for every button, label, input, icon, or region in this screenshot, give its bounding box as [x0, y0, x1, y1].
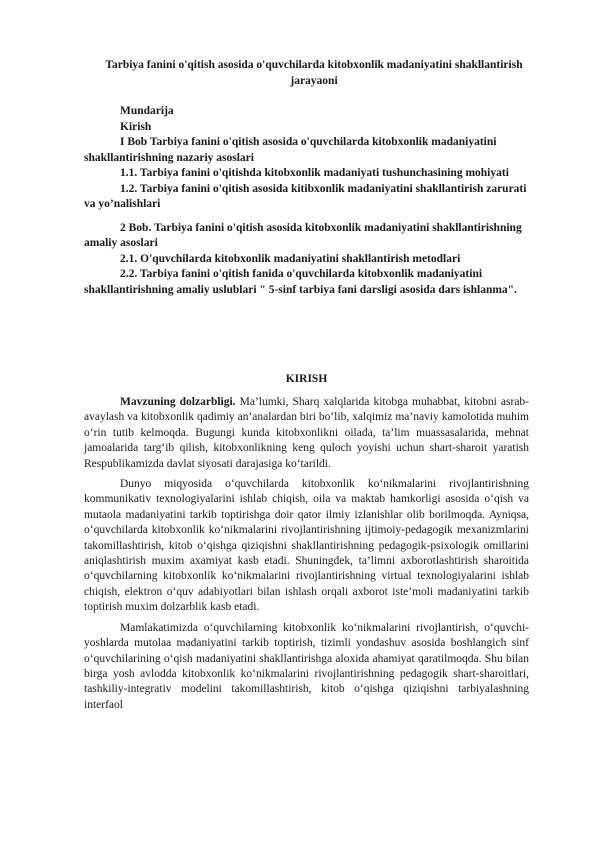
body-text [84, 395, 529, 713]
paragraph: Dunyo miqyosida o‘quvchilarda kitobxonlik ko‘nikmalarini rivojlantirishning kommunikativ texnologiyalarini ishlab chiqish, oila va maktab hamkorligi asosida o‘qish va mutaola madaniyatini tarkib toptirishga doir qator ilmiy izlanishlar olib borilmoqda. Ayniqsa, o‘quvchilarda kitobxonlik ko‘nikmalarini rivojlantirishning ijtimoiy-pedagogik mexanizmlarini takomillashtirish, kitob o‘qishga qiziqishni shakllantirishning pedagogik-psixologik omillarini aniqlashtirish muxim axamiyat kasb etadi. Shuningdek, ta’limni axborotlashtirish sharoitida o‘quvchilarning kitobxonlik ko‘nikmalarini rivojlantirishning virtual texnologiyalarini ishlab chiqish, elektron o‘quv adabiyotlari bilan ishlash orqali axborot iste’moli madaniyatini tarkib toptirish muxim dolzarblik kasb etadi. [84, 478, 529, 614]
document-title: Tarbiya fanini o'qitish asosida o'quvchilarda kitobxonlik madaniyatini shakllantirish jarayaoni [105, 59, 523, 87]
toc-item: 2.1. O'quvchilarda kitobxonlik madaniyatini shakllantirish metodlari [120, 252, 461, 265]
paragraph: Mamlakatimizda o‘quvchilarning kitobxonlik ko‘nikmalarini rivojlantirish, o‘quvchi-yoshlarda mutolaa madaniyatini tarkib toptirish, tizimli yondashuv asosida boshlangich sinf o‘quvchilarining o‘qish madaniyatini shakllantirishga aloxida ahamiyat qaratilmoqda. Shu bilan birga yosh avlodda kitobxonlik ko‘nikmalarini rivojlantirishning pedagogik shart-sharoitlari, tashkiliy-integrativ modelini takomillashtirish, kitob o‘qishga qiziqishni tarbiyalashning interfaol [84, 621, 529, 711]
paragraph-text: Ma’lumki, Sharq xalqlarida kitobga muhabbat, kitobni asrab-avaylash va kitobxonlik qadimiy an’analardan biri bo‘lib, xalqimiz ma’naviy kamolotida muhim o‘rin tutib kelmoqda. Bugungi kunda kitobxonlikni oilada, ta’lim muassasalarida, mehnat jamoalarida targ‘ib qilish, kitobxonlikning keng quloch yoyishi uchun shart-sharoit yaratish Respublikamizda davlat siyosati darajasiga ko‘tarildi. [84, 396, 530, 470]
toc-item: 2.2. Tarbiya fanini o'qitish fanida o'quvchilarda kitobxonlik madaniyatini shakllantirishning amaliy uslublari " 5-sinf tarbiya fani darsligi asosida dars ishlanma". [84, 268, 517, 296]
toc-item: I Bob Tarbiya fanini o'qitish asosida o'quvchilarda kitobxonlik madaniyatini shakllantirishning nazariy asoslari [84, 136, 497, 164]
toc-item: Kirish [120, 120, 152, 133]
toc-item: 2 Bob. Tarbiya fanini o'qitish asosida kitobxonlik madaniyatini shakllantirishning amaliy asoslari [84, 221, 522, 249]
section-heading: KIRISH [285, 373, 328, 385]
paragraph-lead: Mavzuning dolzarbligi. [120, 396, 236, 408]
paragraph [84, 395, 529, 472]
table-of-contents [84, 104, 529, 298]
toc-heading: Mundarija [120, 105, 174, 117]
toc-item: 1.2. Tarbiya fanini o'qitish asosida kitibxonlik madaniyatini shakllantirish zarurati va yo’nalishlari [84, 182, 527, 210]
toc-item: 1.1. Tarbiya fanini o'qitishda kitobxonlik madaniyati tushunchasining mohiyati [120, 167, 509, 179]
